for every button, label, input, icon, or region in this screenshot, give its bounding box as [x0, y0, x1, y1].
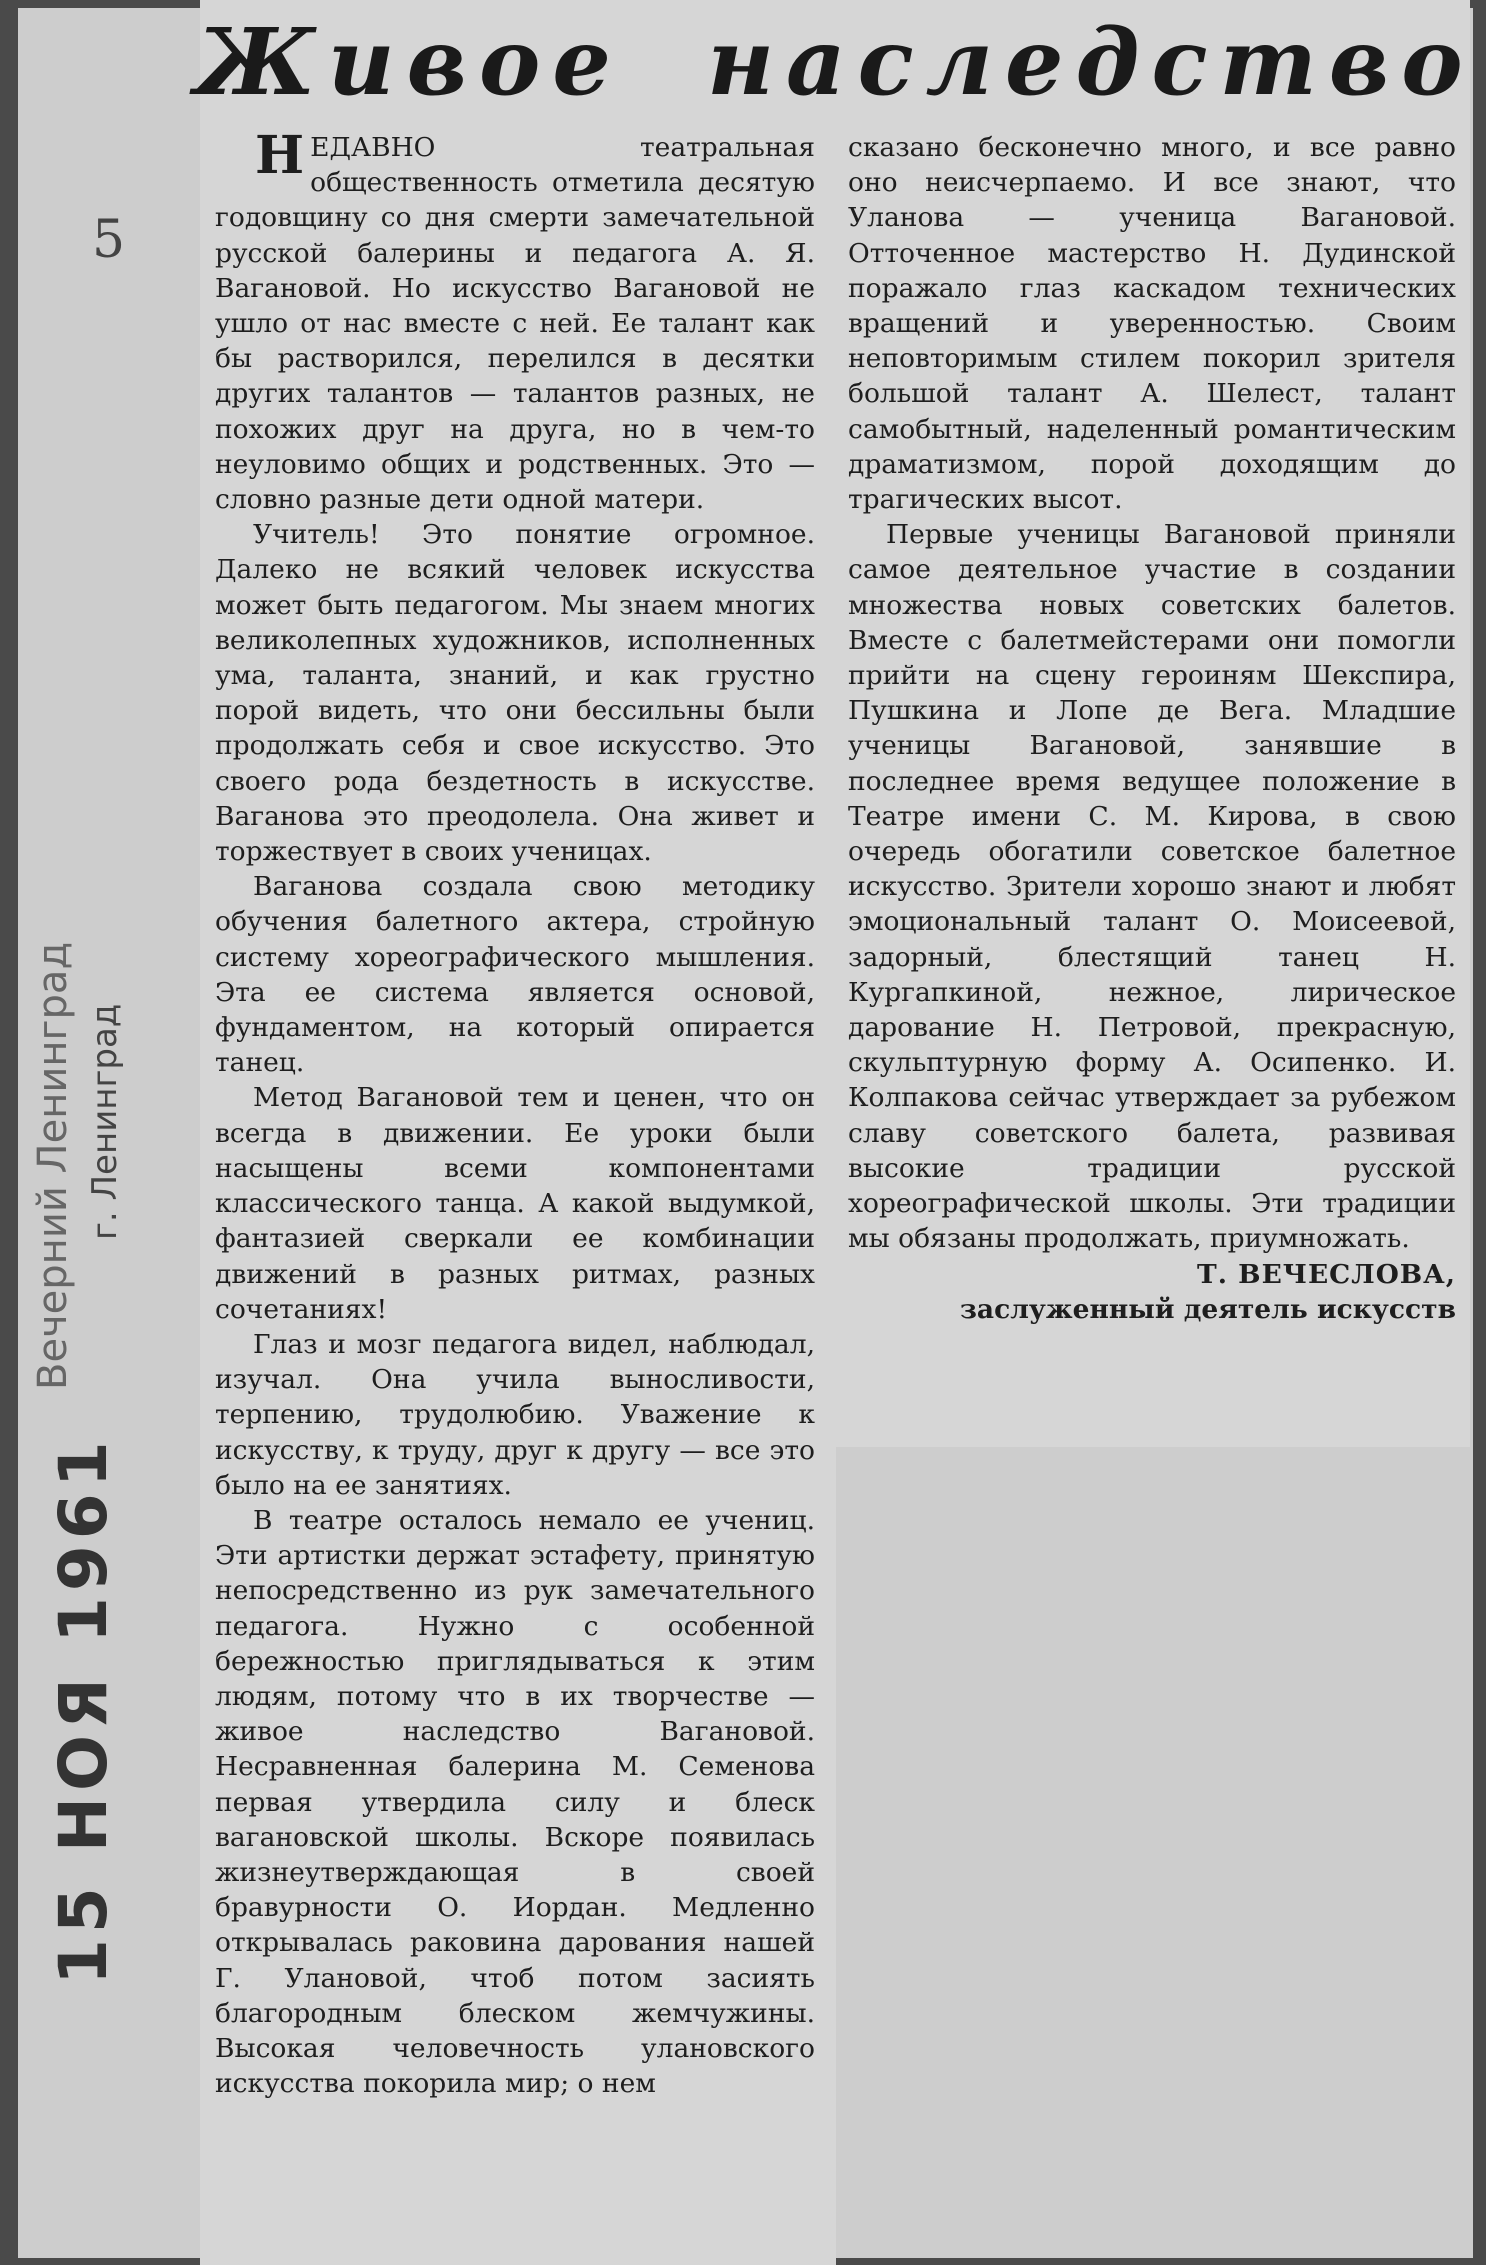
paragraph-5: Глаз и мозг педагога видел, наблюдал, изучал. Она учила выносливости, терпению, трудолюбию. Уважение к искусству, к труду, друг к другу — все это было на ее занятиях. [215, 1328, 815, 1501]
city-stamp: г. Ленинград [85, 1003, 125, 1240]
paragraph-1: НЕДАВНО театральная общественность отметила десятую годовщину со дня смерти замечательной русской балерины и педагога А. Я. Вагановой. Но искусство Вагановой не ушло от нас вместе с ней. Ее талант как бы растворился, перелился в десятки других талантов — талантов разных, не похожих друг на друга, но в чем-то неуловимо общих и родственных. Это — словно разные дети одной матери. [215, 125, 815, 516]
paragraph-4: Метод Вагановой тем и ценен, что он всегда в движении. Ее уроки были насыщены всеми компонентами классического танца. А какой выдумкой, фантазией сверкали ее комбинации движений в разных ритмах, разных сочетаниях! [215, 1082, 815, 1325]
paragraph-6: В театре осталось немало ее учениц. Эти артистки держат эстафету, принятую непосредственно из рук замечательного педагога. Нужно с особенной бережностью приглядываться к этим людям, потому что в их творчестве — живое наследство Вагановой. Несравненная балерина М. Семенова первая утвердила силу и блеск вагановской школы. Вскоре появилась жизнеутверждающая в своей бравурности О. Иордан. Медленно открывалась раковина дарования нашей Г. Улановой, чтоб потом засиять благородным блеском жемчужины. Высокая человечность улановского искусства покорила мир; о нем [215, 1504, 815, 2100]
article-right-column [848, 130, 1456, 1327]
article-title: Живое наследство [195, 8, 1475, 116]
date-stamp: 15 НОЯ 1961 [45, 1435, 122, 1985]
dropcap-letter: Н [255, 125, 305, 186]
page-number-mark: 5 [92, 210, 126, 270]
author-title: заслуженный деятель искусств [960, 1293, 1456, 1325]
author-name: Т. ВЕЧЕСЛОВА, [1197, 1258, 1456, 1290]
paragraph-8: Первые ученицы Вагановой приняли самое деятельное участие в создании множества новых советских балетов. Вместе с балетмейстерами они помогли прийти на сцену героиням Шекспира, Пушкина и Лопе де Вега. Младшие ученицы Вагановой, занявшие в последнее время ведущее положение в Театре имени С. М. Кирова, в свою очередь обогатили советское балетное искусство. Зрители хорошо знают и любят эмоциональный талант О. Моисеевой, задорный, блестящий танец Н. Кургапкиной, нежное, лирическое дарование Н. Петровой, прекрасную, скульптурную форму А. Осипенко. И. Колпакова сейчас утверждает за рубежом славу советского балета, развивая высокие традиции русской хореографической школы. Эти традиции мы обязаны продолжать, приумножать. [848, 519, 1456, 1255]
article-left-column [215, 125, 815, 2101]
paragraph-2: Учитель! Это понятие огромное. Далеко не всякий человек искусства может быть педагогом. Мы знаем многих великолепных художников, исполненных ума, таланта, знаний, и как грустно порой видеть, что они бессильны были продолжать себя и свое искусство. Это своего рода бездетность в искусстве. Ваганова это преодолела. Она живет и торжествует в своих ученицах. [215, 519, 815, 868]
paragraph-7: сказано бесконечно много, и все равно оно неисчерпаемо. И все знают, что Уланова — ученица Вагановой. Отточенное мастерство Н. Дудинской поражало глаз каскадом технических вращений и уверенностью. Своим неповторимым стилем покорил зрителя большой талант А. Шелест, талант самобытный, наделенный романтическим драматизмом, порой доходящим до трагических высот. [848, 132, 1456, 516]
newspaper-name-stamp: Вечерний Ленинград [30, 941, 76, 1390]
paragraph-3: Ваганова создала свою методику обучения балетного актера, стройную систему хореографического мышления. Эта ее система является основой, фундаментом, на который опирается танец. [215, 871, 815, 1079]
